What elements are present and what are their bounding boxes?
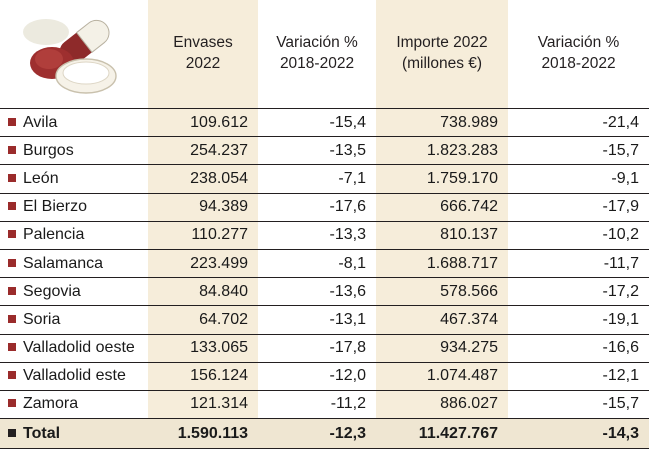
column-header-importe: [376, 0, 508, 109]
cell-variacion-importe: -15,7: [508, 390, 649, 418]
cell-envases: 133.065: [148, 334, 258, 362]
table-row: [0, 221, 649, 249]
cell-envases: 254.237: [148, 137, 258, 165]
row-label-total: [0, 419, 148, 449]
row-label-text: Soria: [23, 310, 61, 328]
cell-variacion-importe: -12,1: [508, 362, 649, 390]
cell-variacion-importe: -17,9: [508, 193, 649, 221]
row-label: [0, 306, 148, 334]
column-header-line1: Envases: [173, 34, 233, 52]
column-header-variacion-envases: [258, 0, 376, 109]
square-bullet-icon: [8, 429, 16, 437]
cell-variacion-envases: -13,3: [258, 221, 376, 249]
cell-importe: 810.137: [376, 221, 508, 249]
table-row: [0, 362, 649, 390]
square-bullet-icon: [8, 118, 16, 126]
cell-envases: 109.612: [148, 109, 258, 137]
cell-envases: 238.054: [148, 165, 258, 193]
row-label: [0, 390, 148, 418]
cell-envases: 156.124: [148, 362, 258, 390]
cell-importe: 578.566: [376, 278, 508, 306]
row-label-text: Valladolid oeste: [23, 339, 135, 357]
row-label: [0, 193, 148, 221]
row-label: [0, 362, 148, 390]
square-bullet-icon: [8, 202, 16, 210]
table-row: [0, 137, 649, 165]
table-header: [0, 0, 649, 109]
cell-variacion-envases: -15,4: [258, 109, 376, 137]
cell-variacion-importe: -10,2: [508, 221, 649, 249]
cell-importe: 886.027: [376, 390, 508, 418]
total-importe: 11.427.767: [376, 419, 508, 449]
square-bullet-icon: [8, 371, 16, 379]
table-row: [0, 278, 649, 306]
cell-importe: 467.374: [376, 306, 508, 334]
column-header-line1: Variación %: [276, 34, 358, 52]
row-label-text: León: [23, 169, 59, 187]
cell-variacion-importe: -19,1: [508, 306, 649, 334]
cell-variacion-importe: -16,6: [508, 334, 649, 362]
cell-importe: 1.074.487: [376, 362, 508, 390]
column-header-line1: Importe 2022: [396, 34, 488, 52]
square-bullet-icon: [8, 230, 16, 238]
total-variacion-envases: -12,3: [258, 419, 376, 449]
cell-variacion-envases: -7,1: [258, 165, 376, 193]
row-label-text: Salamanca: [23, 254, 104, 272]
total-variacion-importe: -14,3: [508, 419, 649, 449]
cell-variacion-envases: -17,6: [258, 193, 376, 221]
cell-envases: 110.277: [148, 221, 258, 249]
cell-variacion-importe: -9,1: [508, 165, 649, 193]
cell-importe: 666.742: [376, 193, 508, 221]
row-label: [0, 137, 148, 165]
table-row: [0, 249, 649, 277]
square-bullet-icon: [8, 399, 16, 407]
row-label: [0, 221, 148, 249]
square-bullet-icon: [8, 174, 16, 182]
table-row: [0, 306, 649, 334]
cell-importe: 738.989: [376, 109, 508, 137]
cell-variacion-importe: -11,7: [508, 249, 649, 277]
row-label-text: Burgos: [23, 141, 74, 159]
cell-variacion-importe: -21,4: [508, 109, 649, 137]
cell-envases: 223.499: [148, 249, 258, 277]
cell-envases: 84.840: [148, 278, 258, 306]
column-header-line2: 2022: [185, 55, 221, 72]
cell-envases: 64.702: [148, 306, 258, 334]
cell-importe: 1.759.170: [376, 165, 508, 193]
row-label: [0, 109, 148, 137]
column-header-line2: (millones €): [401, 55, 483, 72]
total-envases: 1.590.113: [148, 419, 258, 449]
row-label: [0, 278, 148, 306]
cell-variacion-envases: -12,0: [258, 362, 376, 390]
column-header-line2: 2018-2022: [279, 55, 355, 72]
table-row: [0, 193, 649, 221]
table-row: [0, 334, 649, 362]
square-bullet-icon: [8, 146, 16, 154]
row-label-text: Segovia: [23, 282, 81, 300]
table-row: [0, 390, 649, 418]
square-bullet-icon: [8, 343, 16, 351]
row-label-text: Total: [23, 424, 61, 442]
row-label: [0, 249, 148, 277]
logo-cell: [0, 0, 148, 109]
pills-capsule-icon: [22, 16, 132, 96]
column-header-line1: Variación %: [537, 34, 620, 52]
cell-variacion-envases: -13,1: [258, 306, 376, 334]
cell-variacion-envases: -17,8: [258, 334, 376, 362]
row-label-text: Avila: [23, 113, 58, 131]
row-label: [0, 334, 148, 362]
table-row: [0, 165, 649, 193]
column-header-line2: 2018-2022: [541, 55, 616, 72]
cell-variacion-envases: -13,5: [258, 137, 376, 165]
cell-envases: 94.389: [148, 193, 258, 221]
cell-importe: 1.823.283: [376, 137, 508, 165]
row-label-text: Zamora: [23, 395, 79, 413]
column-header-variacion-importe: [508, 0, 649, 109]
table-body: [0, 109, 649, 449]
cell-variacion-importe: -17,2: [508, 278, 649, 306]
cell-variacion-envases: -13,6: [258, 278, 376, 306]
cell-envases: 121.314: [148, 390, 258, 418]
cell-importe: 934.275: [376, 334, 508, 362]
square-bullet-icon: [8, 287, 16, 295]
row-label-text: El Bierzo: [23, 198, 88, 216]
row-label-text: Valladolid este: [23, 367, 126, 385]
cell-variacion-envases: -8,1: [258, 249, 376, 277]
cell-variacion-envases: -11,2: [258, 390, 376, 418]
square-bullet-icon: [8, 259, 16, 267]
cell-variacion-importe: -15,7: [508, 137, 649, 165]
square-bullet-icon: [8, 315, 16, 323]
cell-importe: 1.688.717: [376, 249, 508, 277]
row-label-text: Palencia: [23, 226, 85, 244]
table-row-total: [0, 419, 649, 449]
header-row: [0, 0, 649, 109]
row-label: [0, 165, 148, 193]
column-header-envases: [148, 0, 258, 109]
table-row: [0, 109, 649, 137]
